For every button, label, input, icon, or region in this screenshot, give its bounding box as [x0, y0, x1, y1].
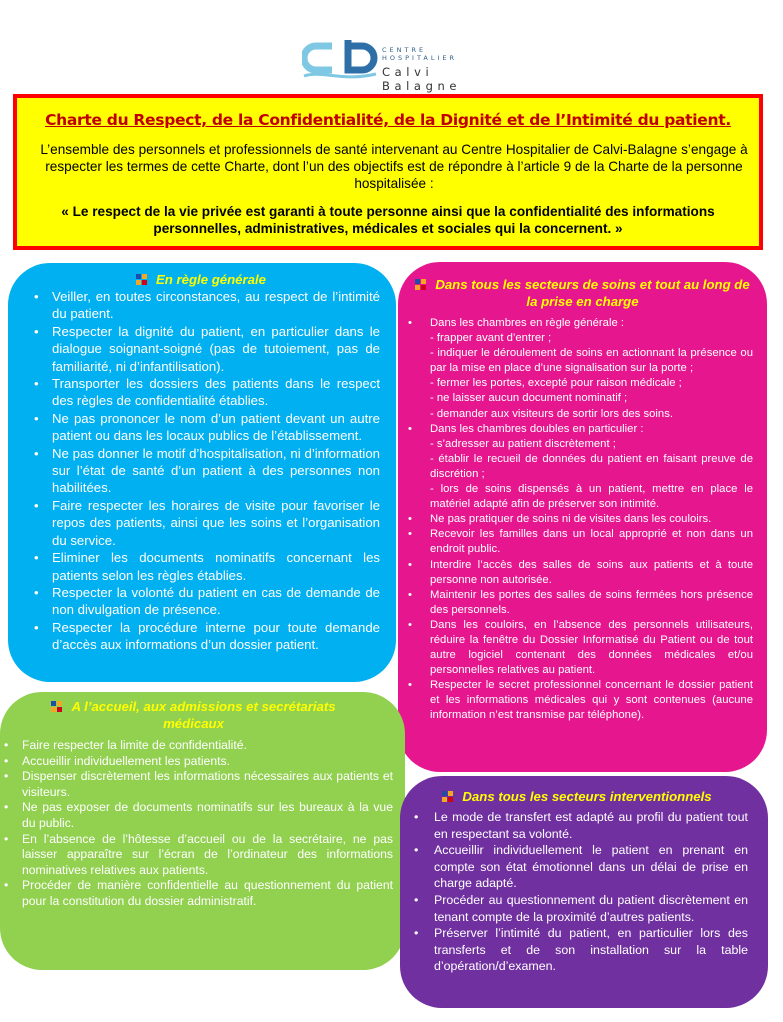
list-item: • Eliminer les documents nominatifs concernant les patients selon les règles établies.: [22, 549, 380, 584]
logo-line-calvi-balagne: Calvi Balagne: [382, 65, 462, 93]
list-item: • Respecter la procédure interne pour toute demande d’accès aux informations d’un dossier patient.: [22, 619, 380, 654]
charter-intro: L’ensemble des personnels et professionnels de santé intervenant au Centre Hospitalier de Calvi-Balagne s’engage à respecter les termes de cette Charte, dont l’un des objectifs est de répondre à l’article 9 de la Charte de la personne hospitalisée :: [40, 142, 748, 191]
list-item: • Faire respecter la limite de confidentialité.: [0, 738, 393, 754]
list-item: • Maintenir les portes des salles de soins fermées hors présence des personnels.: [402, 588, 753, 618]
list-item: • En l’absence de l’hôtesse d’accueil ou de la secrétaire, ne pas laisser apparaître sur l’écran de l’ordinateur des informations nominatives relatives aux patients.: [0, 832, 393, 879]
sub-item: - lors de soins dispensés à un patient, mettre en place le matériel adapté afin de préserver son intimité.: [430, 483, 753, 511]
list-item: • Respecter la volonté du patient en cas de demande de non divulgation de présence.: [22, 584, 380, 619]
list-item: • Dans les couloirs, en l’absence des personnels utilisateurs, réduire la fenêtre du Dossier Informatisé du Patient ou de tout autre logiciel contenant des données médicales et/ou personnelles relatives au patient.: [402, 618, 753, 678]
list-item: • Faire respecter les horaires de visite pour favoriser le repos des patients, ainsi que les soins et l’organisation du service.: [22, 497, 380, 549]
list-item: • Le mode de transfert est adapté au profil du patient tout en respectant sa volonté.: [406, 809, 748, 842]
flag-bullet-icon: [442, 791, 454, 802]
section-general-title: [22, 271, 380, 288]
sub-item: - ne laisser aucun document nominatif ;: [430, 392, 628, 405]
list-item: • Transporter les dossiers des patients dans le respect des règles de confidentialité établies.: [22, 375, 380, 410]
list-item: • Recevoir les familles dans un local approprié et non dans un endroit public.: [402, 527, 753, 557]
cb-logo-icon: [302, 40, 378, 84]
section-soins: [398, 262, 767, 772]
sub-item: - demander aux visiteurs de sortir lors des soins.: [430, 407, 673, 420]
charter-quote: « Le respect de la vie privée est garanti à toute personne ainsi que la confidentialité des informations personnelles, administratives, médicales et sociales qui la concernent. »: [61, 204, 715, 236]
list-item: • Interdire l’accès des salles de soins aux patients et à toute personne non autorisée.: [402, 558, 753, 588]
section-title-text: Dans tous les secteurs interventionnels: [462, 789, 712, 804]
section-title-text: Dans tous les secteurs de soins et tout au long de la prise en charge: [435, 277, 750, 309]
list-item-text: Dans les chambres en règle générale :: [430, 317, 625, 329]
section-title-text: A l’accueil, aux admissions et secrétariats médicaux: [71, 699, 336, 731]
section-accueil-title: [0, 698, 393, 732]
list-item: • Accueillir individuellement les patients.: [0, 754, 393, 770]
section-accueil: [0, 692, 405, 970]
section-soins-list: [402, 316, 753, 724]
section-soins-title: [402, 276, 753, 310]
sub-item: - indiquer le déroulement de soins en actionnant la présence ou par la mise en place d’une signalisation sur la porte ;: [430, 347, 753, 375]
sub-item: - frapper avant d’entrer ;: [430, 332, 552, 345]
list-item: [402, 316, 753, 422]
sub-item: - fermer les portes, excepté pour raison médicale ;: [430, 377, 682, 390]
list-item: [402, 422, 753, 513]
charter-header: [13, 94, 763, 250]
flag-bullet-icon: [136, 274, 148, 285]
section-general: [8, 263, 396, 682]
list-item: • Dispenser discrètement les informations nécessaires aux patients et visiteurs.: [0, 769, 393, 800]
list-item: • Ne pas exposer de documents nominatifs sur les bureaux à la vue du public.: [0, 800, 393, 831]
section-general-list: [22, 288, 380, 654]
list-item: • Procéder au questionnement du patient discrètement en tenant compte de la proximité d’autres patients.: [406, 892, 748, 925]
logo-line-centre: CENTRE: [382, 46, 427, 54]
list-item: • Accueillir individuellement le patient en prenant en compte son état émotionnel dans un délai de prise en charge adapté.: [406, 842, 748, 892]
list-item: • Respecter la dignité du patient, en particulier dans le dialogue soignant-soigné (pas de tutoiement, pas de familiarité, ni d’infantilisation).: [22, 323, 380, 375]
sub-item: - établir le recueil de données du patient en faisant preuve de discrétion ;: [430, 452, 753, 480]
flag-bullet-icon: [51, 701, 63, 712]
section-interventionnels-title: [406, 788, 748, 805]
section-accueil-list: [0, 738, 393, 910]
section-title-text: En règle générale: [156, 272, 266, 287]
list-item: • Ne pas prononcer le nom d’un patient devant un autre patient ou dans les locaux publics de l’établissement.: [22, 410, 380, 445]
section-interventionnels-list: [406, 809, 748, 975]
list-item: • Préserver l’intimité du patient, en particulier lors des transferts et de son installation sur la table d’opération/d’examen.: [406, 925, 748, 975]
logo-line-hospitalier: HOSPITALIER: [382, 54, 458, 62]
list-item: • Veiller, en toutes circonstances, au respect de l’intimité du patient.: [22, 288, 380, 323]
sub-item: - s’adresser au patient discrètement ;: [430, 437, 616, 450]
list-item: • Procéder de manière confidentielle au questionnement du patient pour la constitution du dossier administratif.: [0, 878, 393, 909]
list-item: • Ne pas donner le motif d’hospitalisation, ni d’information sur l’état de santé d’un patient à des personnes non habilitées.: [22, 445, 380, 497]
section-interventionnels: [400, 776, 768, 1008]
logo-text: [382, 46, 482, 93]
flag-bullet-icon: [415, 279, 427, 290]
list-item: • Respecter le secret professionnel concernant le dossier patient et les informations médicales qui y sont contenues (aucune information n’est transmise par téléphone).: [402, 678, 753, 723]
list-item: • Ne pas pratiquer de soins ni de visites dans les couloirs.: [402, 512, 753, 527]
page-title: Charte du Respect, de la Confidentialité, de la Dignité et de l’Intimité du patient.: [45, 111, 731, 129]
list-item-text: Dans les chambres doubles en particulier :: [430, 422, 644, 435]
hospital-logo: [302, 38, 482, 93]
